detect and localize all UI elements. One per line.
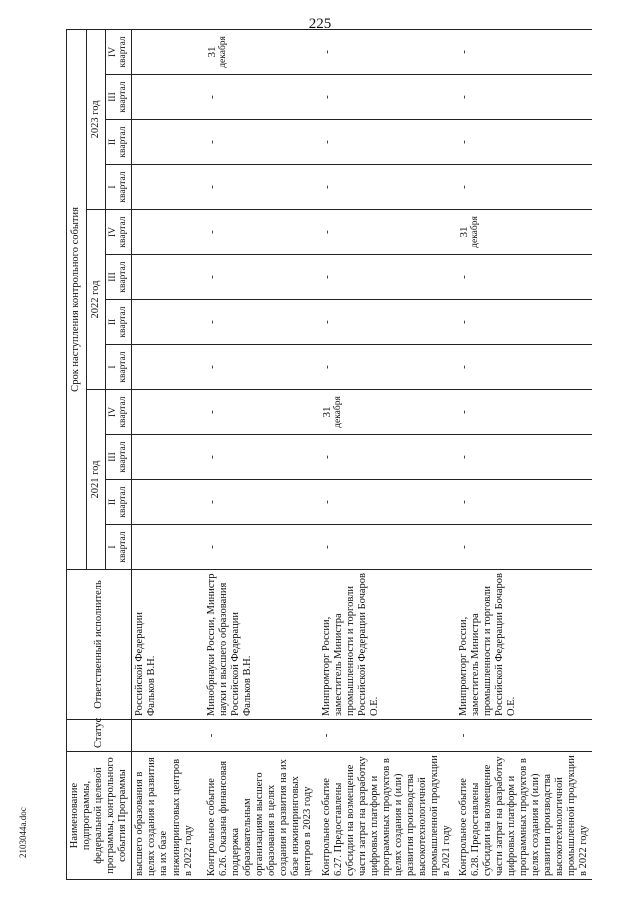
header-quarter-7: IV квартал [106, 210, 132, 255]
table-body [132, 29, 592, 879]
quarter-cell-11: - [456, 29, 593, 74]
header-quarter-2: III квартал [106, 435, 132, 480]
quarter-cell-11: - [319, 29, 456, 74]
quarter-cell-0: - [319, 525, 456, 570]
header-quarter-10: III квартал [106, 75, 132, 120]
header-quarter-3: IV квартал [106, 390, 132, 435]
header-name: Наименование подпрограммы, федеральной целевой программы, контрольного события Программы [67, 752, 132, 880]
header-year-2: 2023 год [86, 29, 106, 209]
quarter-cell-4: - [204, 345, 319, 390]
header-responsible: Ответственный исполнитель [67, 570, 132, 720]
quarter-cell-7: 31 декабря [456, 210, 593, 255]
row-status [132, 720, 204, 752]
header-quarter-6: III квартал [106, 255, 132, 300]
quarter-cell-1: - [204, 480, 319, 525]
quarter-cell-4: - [456, 345, 593, 390]
header-quarter-9: II квартал [106, 120, 132, 165]
table-row [319, 29, 456, 879]
row-responsible: Российской Федерации Фальков В.Н. [132, 570, 204, 720]
quarter-cell-2: - [204, 435, 319, 480]
quarter-cell-0: - [456, 525, 593, 570]
header-quarter-0: I квартал [106, 525, 132, 570]
quarter-cell-7 [132, 210, 204, 255]
quarter-cell-5: - [456, 300, 593, 345]
quarter-cell-6: - [456, 255, 593, 300]
quarter-cell-6: - [204, 255, 319, 300]
header-deadline: Срок наступления контрольного события [67, 29, 87, 569]
row-name: высшего образования в целях создания и развития на их базе инжиниринговых центров в 2022 году [132, 752, 204, 880]
row-status: - [319, 720, 456, 752]
header-status: Статус [67, 720, 132, 752]
header-quarter-4: I квартал [106, 345, 132, 390]
quarter-cell-8: - [204, 165, 319, 210]
row-status: - [204, 720, 319, 752]
quarter-cell-8 [132, 165, 204, 210]
header-quarter-11: IV квартал [106, 29, 132, 74]
quarter-cell-10: - [204, 75, 319, 120]
header-quarter-5: II квартал [106, 300, 132, 345]
quarter-cell-7: - [319, 210, 456, 255]
quarter-cell-10: - [319, 75, 456, 120]
row-responsible: Минобрнауки России, Министр науки и высшего образования Российской Федерации Фальков В.Н. [204, 570, 319, 720]
quarter-cell-7: - [204, 210, 319, 255]
quarter-cell-5 [132, 300, 204, 345]
rotated-table-sheet [66, 30, 590, 880]
table-row [456, 29, 593, 879]
quarter-cell-9 [132, 120, 204, 165]
quarter-cell-5: - [204, 300, 319, 345]
quarter-cell-2: - [456, 435, 593, 480]
row-name: Контрольное событие 6.28. Предоставлены субсидии на возмещение части затрат на разработку цифровых платформ и программных продуктов в целях создания и (или) развития производства высокотехнологичной промышленной продукции в 2022 году [456, 752, 593, 880]
quarter-cell-3: 31 декабря [319, 390, 456, 435]
quarter-cell-3: - [456, 390, 593, 435]
page-number: 225 [308, 16, 332, 32]
quarter-cell-2: - [319, 435, 456, 480]
quarter-cell-5: - [319, 300, 456, 345]
quarter-cell-2 [132, 435, 204, 480]
quarter-cell-4: - [319, 345, 456, 390]
quarter-cell-9: - [204, 120, 319, 165]
quarter-cell-11 [132, 29, 204, 74]
quarter-cell-3 [132, 390, 204, 435]
header-year-1: 2022 год [86, 210, 106, 390]
quarter-cell-0: - [204, 525, 319, 570]
quarter-cell-1 [132, 480, 204, 525]
header-year-0: 2021 год [86, 390, 106, 570]
header-quarter-1: II квартал [106, 480, 132, 525]
quarter-cell-1: - [319, 480, 456, 525]
quarter-cell-9: - [456, 120, 593, 165]
header-quarter-8: I квартал [106, 165, 132, 210]
quarter-cell-6 [132, 255, 204, 300]
table-row [132, 29, 204, 879]
quarter-cell-10 [132, 75, 204, 120]
table-row [204, 29, 319, 879]
quarter-cell-6: - [319, 255, 456, 300]
quarter-cell-1: - [456, 480, 593, 525]
row-name: Контрольное событие 6.26. Оказана финансовая поддержка образовательным организациям высшего образования в целях создания и развития на их базе инжиниринговых центров в 2023 году [204, 752, 319, 880]
quarter-cell-3: - [204, 390, 319, 435]
row-responsible: Минпромторг России, заместитель Министра промышленности и торговли Российской Федерации Бочаров О.Е. [456, 570, 593, 720]
document-id: 2103044a.doc [18, 807, 28, 858]
row-responsible: Минпромторг России, заместитель Министра промышленности и торговли Российской Федерации Бочаров О.Е. [319, 570, 456, 720]
quarter-cell-11: 31 декабря [204, 29, 319, 74]
quarter-cell-10: - [456, 75, 593, 120]
row-status: - [456, 720, 593, 752]
quarter-cell-8: - [319, 165, 456, 210]
control-events-table [66, 29, 592, 880]
row-name: Контрольное событие 6.27. Предоставлены субсидии на возмещение части затрат на разработку цифровых платформ и программных продуктов в целях создания и (или) развития производства высокотехнологичной промышленной продукции в 2021 году [319, 752, 456, 880]
quarter-cell-0 [132, 525, 204, 570]
quarter-cell-8: - [456, 165, 593, 210]
quarter-cell-9: - [319, 120, 456, 165]
quarter-cell-4 [132, 345, 204, 390]
